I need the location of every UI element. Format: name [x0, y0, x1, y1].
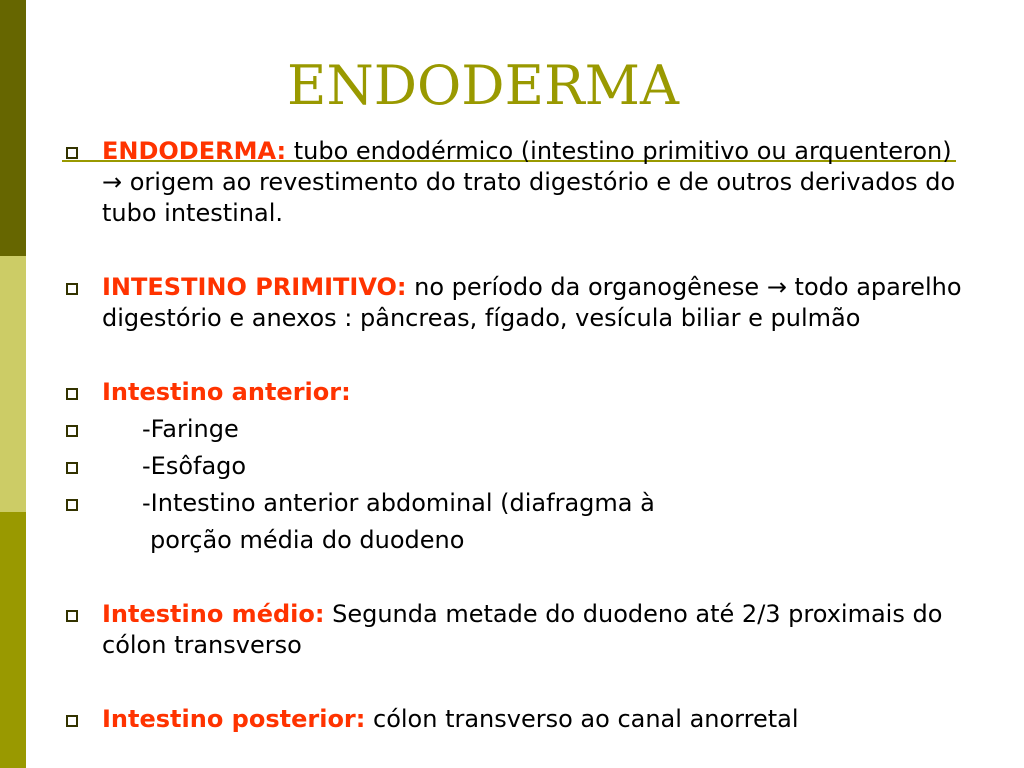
- list-item-endoderma: [62, 136, 962, 229]
- slide-content: [62, 136, 962, 735]
- square-bullet-icon: [66, 147, 78, 159]
- square-bullet-icon: [66, 499, 78, 511]
- item-text: -Intestino anterior abdominal (diafragma à: [142, 489, 655, 517]
- square-bullet-icon: [66, 462, 78, 474]
- left-bar-dark: [0, 0, 26, 256]
- left-bar-olive: [0, 512, 26, 768]
- list-item-intestino-primitivo: [62, 272, 962, 334]
- list-item-intestino-posterior: [62, 704, 962, 735]
- item-label: Intestino anterior:: [102, 378, 351, 406]
- square-bullet-icon: [66, 425, 78, 437]
- item-label: Intestino médio:: [102, 600, 325, 628]
- square-bullet-icon: [66, 610, 78, 622]
- item-text: tubo endodérmico (intestino primitivo ou arquenteron) → origem ao revestimento do trato digestório e de outros derivados do tubo intestinal.: [102, 137, 956, 227]
- slide-title: ENDODERMA: [287, 54, 679, 117]
- item-label: ENDODERMA:: [102, 137, 287, 165]
- list-item-faringe: [62, 414, 962, 445]
- list-item-intestino-medio: [62, 599, 962, 661]
- list-item-intestino-anterior: [62, 377, 962, 408]
- item-text: -Faringe: [142, 415, 239, 443]
- item-label: Intestino posterior:: [102, 705, 366, 733]
- square-bullet-icon: [66, 388, 78, 400]
- square-bullet-icon: [66, 283, 78, 295]
- square-bullet-icon: [66, 715, 78, 727]
- item-text: cólon transverso ao canal anorretal: [365, 705, 799, 733]
- item-text: Segunda metade do duodeno até 2/3 proximais do cólon transverso: [102, 600, 943, 659]
- list-item-intestino-anterior-abdominal: [62, 488, 962, 519]
- item-text: -Esôfago: [142, 452, 247, 480]
- item-text: no período da organogênese → todo aparelho digestório e anexos : pâncreas, fígado, vesícula biliar e pulmão: [102, 273, 962, 332]
- left-bar-light: [0, 256, 26, 512]
- list-item-esofago: [62, 451, 962, 482]
- item-label: INTESTINO PRIMITIVO:: [102, 273, 407, 301]
- continuation-line: porção média do duodeno: [150, 526, 465, 554]
